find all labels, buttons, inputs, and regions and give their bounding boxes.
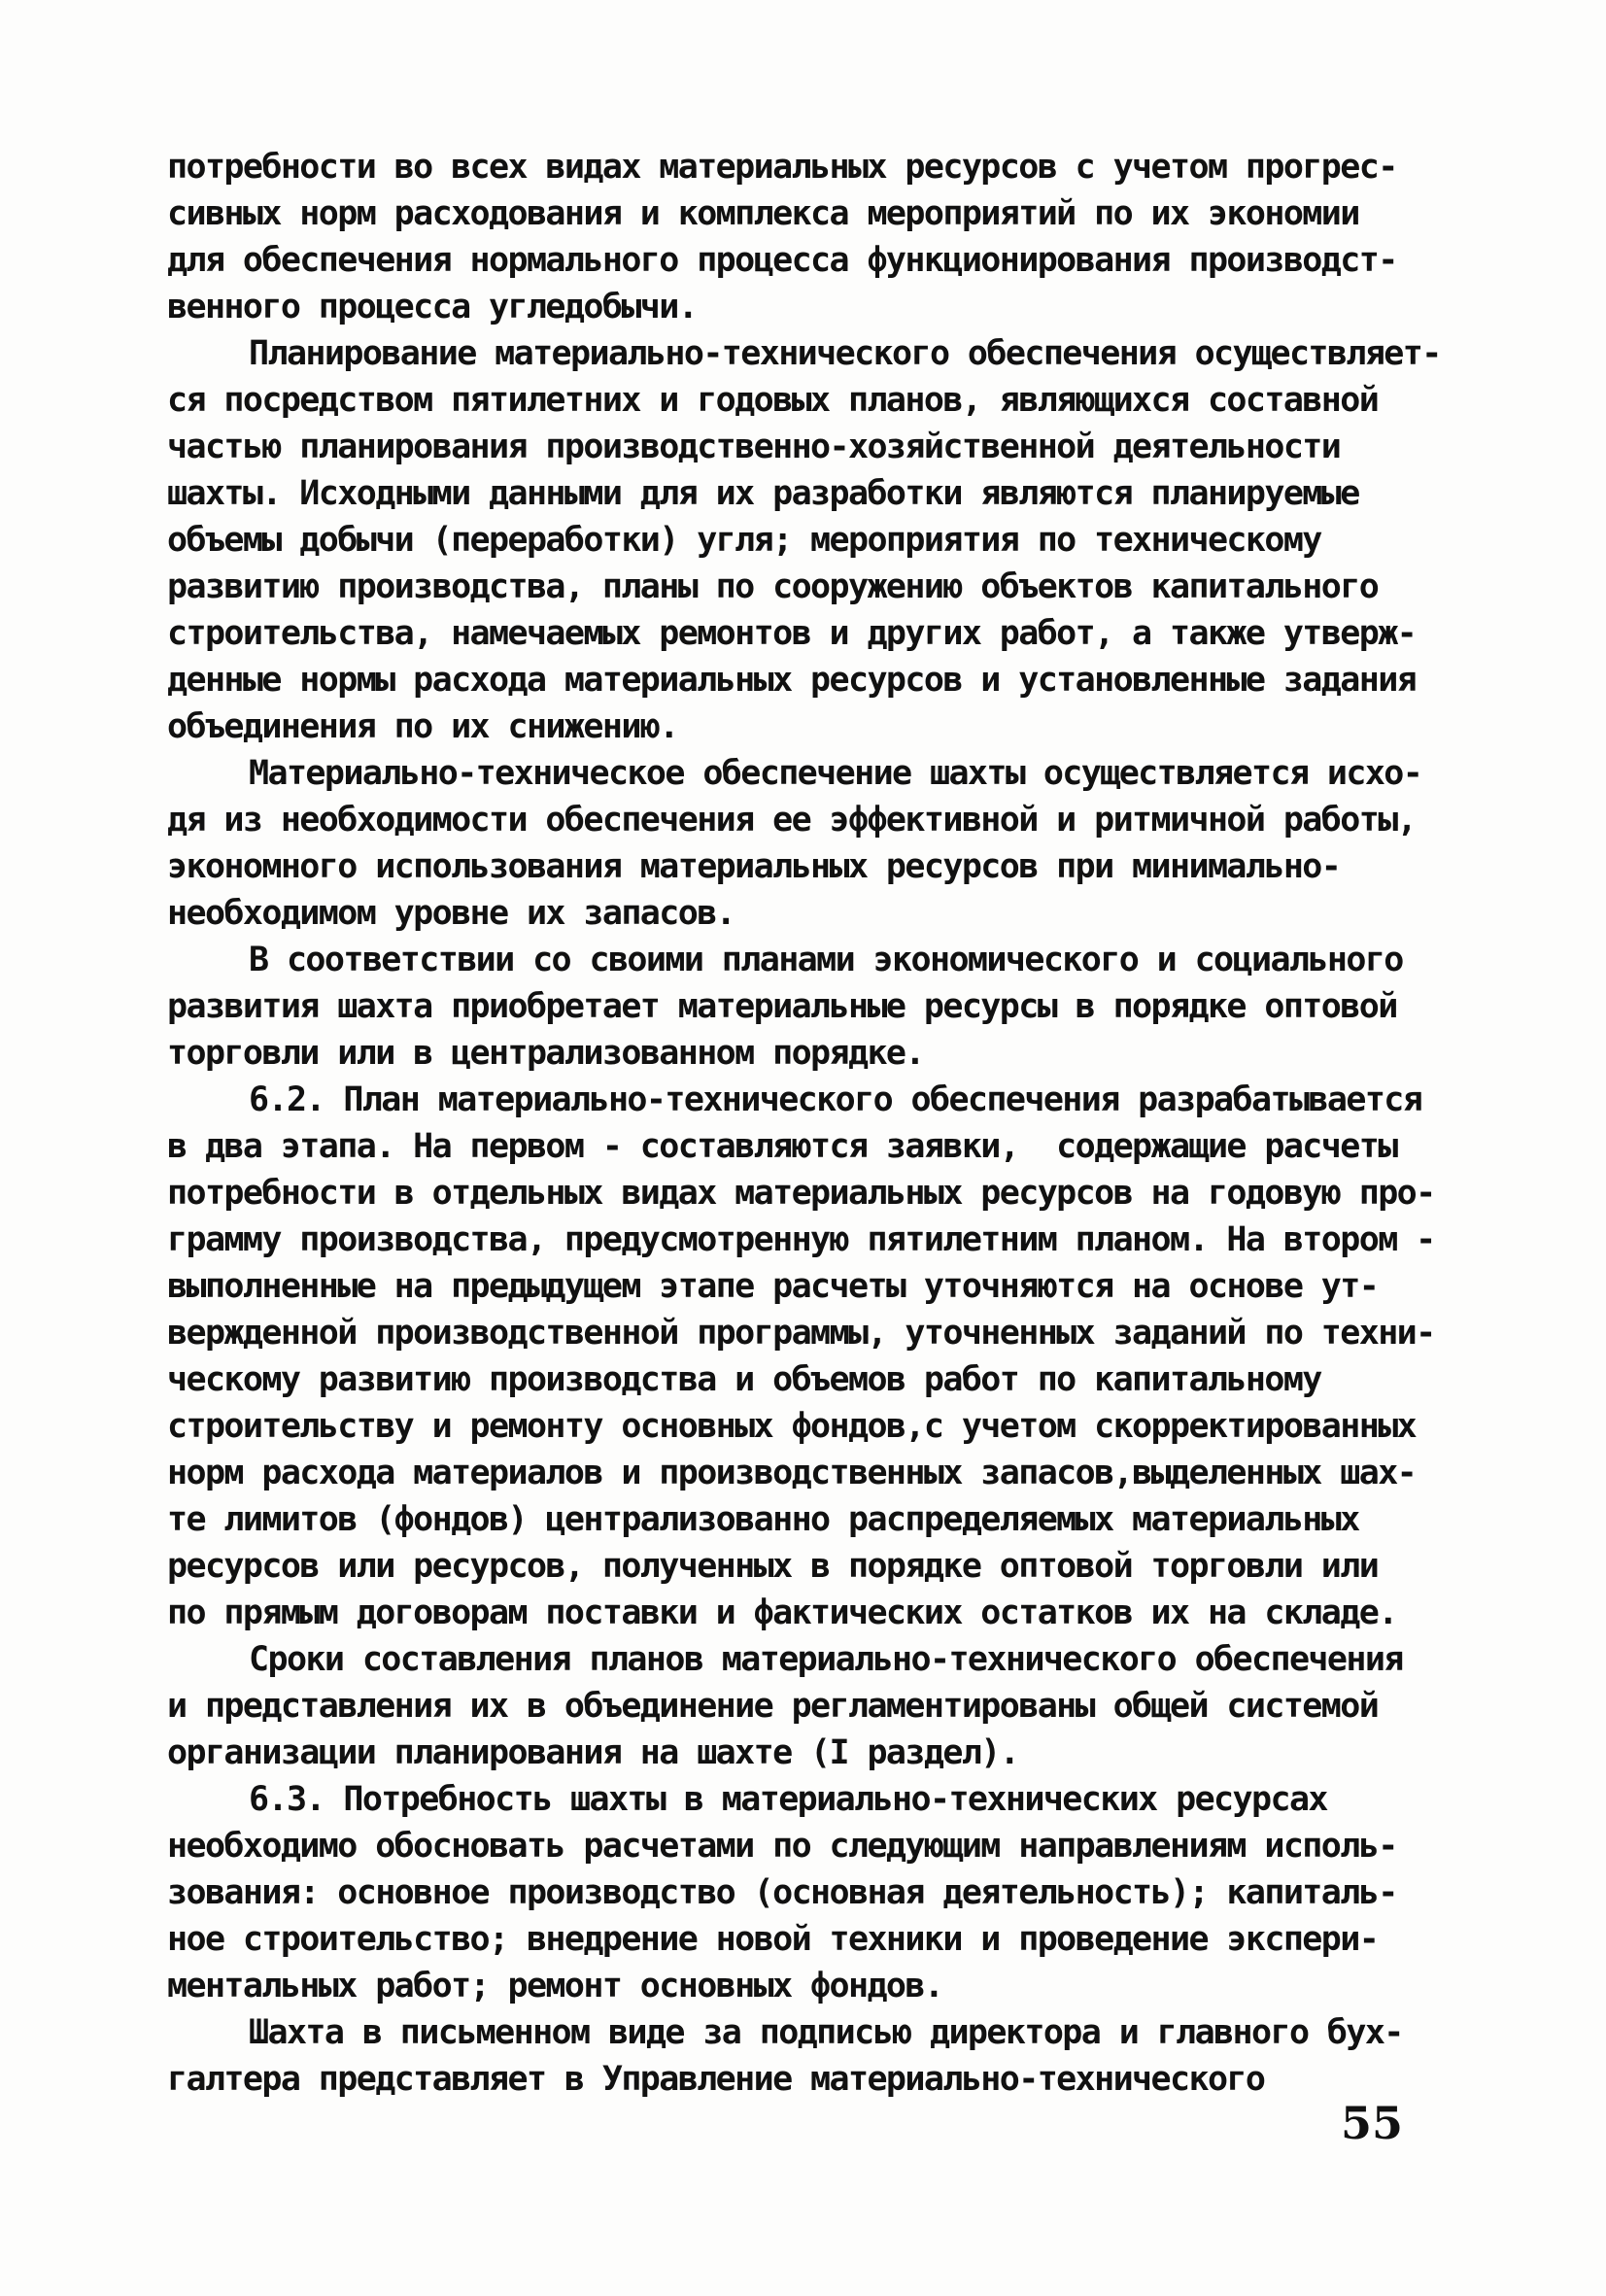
paragraph-3 [167,750,1469,937]
paragraph-1 [167,144,1469,330]
text-line: строительства, намечаемых ремонтов и других работ, а также утверж- [167,614,1417,653]
text-line: В соответствии со своими планами экономического и социального [249,941,1403,979]
paragraph-section-6-3 [167,1776,1469,2009]
text-line: экономного использования материальных ресурсов при минимально- [167,847,1341,886]
text-line: Планирование материально-технического обеспечения осуществляет- [249,334,1441,373]
text-line: 6.3. Потребность шахты в материально-технических ресурсах [249,1780,1327,1819]
text-line: те лимитов (фондов) централизованно распределяемых материальных [167,1500,1359,1539]
text-line: частью планирования производственно-хозяйственной деятельности [167,428,1341,466]
text-line: шахты. Исходными данными для их разработки являются планируемые [167,474,1359,513]
text-line: ное строительство; внедрение новой техники и проведение экспери- [167,1920,1379,1959]
text-line: потребности во всех видах материальных ресурсов с учетом прогрес- [167,148,1397,187]
text-line: выполненные на предыдущем этапе расчеты уточняются на основе ут- [167,1267,1379,1306]
text-line: зования: основное производство (основная деятельность); капиталь- [167,1873,1397,1912]
text-line: объемы добычи (переработки) угля; мероприятия по техническому [167,521,1321,560]
text-line: галтера представляет в Управление материально-технического [167,2060,1265,2099]
paragraph-8 [167,2009,1469,2103]
paragraph-4 [167,937,1469,1077]
text-line: развитию производства, планы по сооружению объектов капитального [167,567,1379,606]
text-line: ся посредством пятилетних и годовых планов, являющихся составной [167,381,1379,420]
body-text [167,144,1469,2103]
text-line: ментальных работ; ремонт основных фондов. [167,1967,943,2005]
text-line: строительству и ремонту основных фондов,с учетом скорректированных [167,1407,1417,1446]
text-line: грамму производства, предусмотренную пятилетним планом. На втором - [167,1220,1435,1259]
text-line: необходимо обосновать расчетами по следующим направлениям исполь- [167,1827,1397,1866]
text-line: денные нормы расхода материальных ресурсов и установленные задания [167,661,1417,700]
text-line: норм расхода материалов и производственных запасов,выделенных шах- [167,1454,1417,1492]
text-line: венного процесса угледобычи. [167,288,698,326]
text-line: по прямым договорам поставки и фактических остатков их на складе. [167,1593,1397,1632]
text-line: сивных норм расходования и комплекса мероприятий по их экономии [167,194,1359,233]
text-line: 6.2. План материально-технического обеспечения разрабатывается [249,1080,1422,1119]
text-line: в два этапа. На первом - составляются заявки, содержащие расчеты [167,1127,1397,1166]
text-line: развития шахта приобретает материальные ресурсы в порядке оптовой [167,987,1397,1026]
paragraph-2 [167,330,1469,750]
text-line: необходимом уровне их запасов. [167,894,735,933]
text-line: вержденной производственной программы, уточненных заданий по техни- [167,1314,1435,1353]
text-line: ресурсов или ресурсов, полученных в порядке оптовой торговли или [167,1547,1379,1586]
text-line: Сроки составления планов материально-технического обеспечения [249,1640,1403,1679]
text-line: для обеспечения нормального процесса функционирования производст- [167,241,1397,280]
paragraph-6 [167,1636,1469,1776]
text-line: ческому развитию производства и объемов работ по капитальному [167,1360,1321,1399]
text-line: объединения по их снижению. [167,707,678,746]
text-line: торговли или в централизованном порядке. [167,1034,924,1073]
text-line: организации планирования на шахте (I раздел). [167,1733,1019,1772]
text-line: потребности в отдельных видах материальных ресурсов на годовую про- [167,1174,1435,1213]
text-line: Шахта в письменном виде за подписью директора и главного бух- [249,2013,1403,2052]
text-line: дя из необходимости обеспечения ее эффективной и ритмичной работы, [167,801,1417,840]
text-line: Материально-техническое обеспечение шахты осуществляется исхо- [249,754,1422,793]
text-line: и представления их в объединение регламентированы общей системой [167,1687,1379,1726]
paragraph-section-6-2 [167,1077,1469,1636]
page-number: 55 [1341,2097,1404,2149]
